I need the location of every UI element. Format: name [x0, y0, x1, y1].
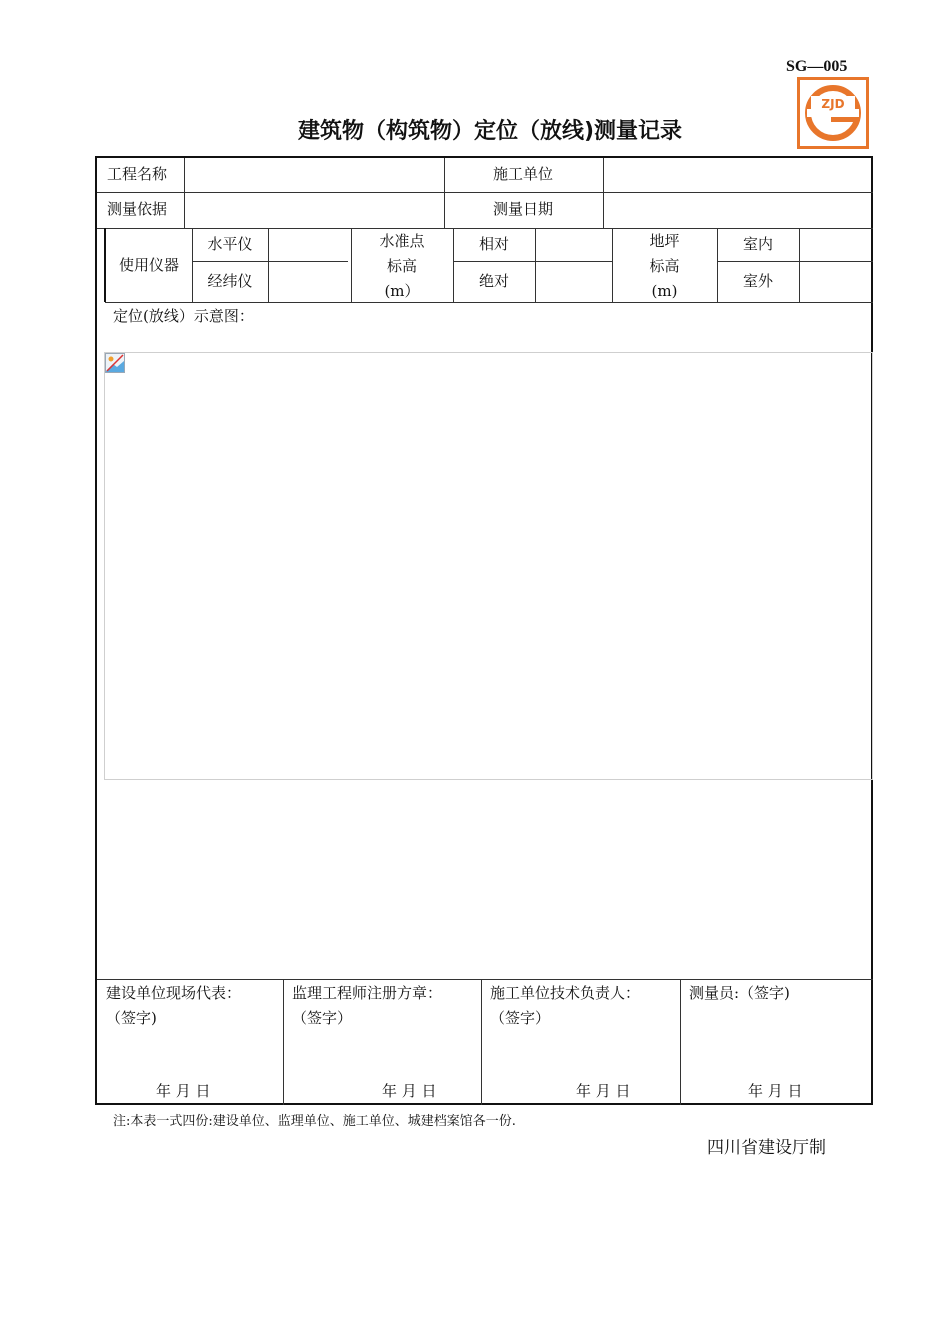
outdoor-label: 室外 — [742, 272, 773, 290]
supervisor-sign: （签字） — [292, 1009, 353, 1027]
theodolite-value-field[interactable] — [270, 262, 350, 300]
level-label: 水平仪 — [207, 235, 253, 253]
level-value-field[interactable] — [270, 230, 350, 260]
surveyor-label: 测量员:（签字) — [689, 984, 790, 1002]
contractor-tech-label: 施工单位技术负责人： — [490, 984, 641, 1002]
owner-rep-label: 建设单位现场代表： — [106, 984, 242, 1002]
survey-date-label: 测量日期 — [492, 200, 553, 218]
owner-rep-date: 年 月 日 — [156, 1082, 211, 1100]
indoor-label: 室内 — [742, 235, 773, 253]
absolute-label: 绝对 — [478, 272, 509, 290]
diagram-label: 定位(放线）示意图： — [113, 307, 254, 325]
theodolite-label: 经纬仪 — [207, 272, 253, 290]
outdoor-value-field[interactable] — [800, 262, 868, 300]
indoor-value-field[interactable] — [800, 230, 868, 260]
survey-basis-label: 测量依据 — [107, 200, 168, 218]
floor-elevation-line2: 标高 — [649, 257, 680, 275]
diagram-image-frame — [104, 352, 873, 780]
floor-elevation-line1: 地坪 — [649, 232, 680, 250]
owner-rep-sign: （签字) — [106, 1009, 157, 1027]
construction-unit-label: 施工单位 — [492, 165, 553, 183]
project-name-label: 工程名称 — [107, 165, 168, 183]
footer-note: 注:本表一式四份:建设单位、监理单位、施工单位、城建档案馆各一份. — [113, 1114, 516, 1129]
relative-label: 相对 — [478, 235, 509, 253]
benchmark-elevation-line2: 标高 — [386, 257, 417, 275]
logo-text: ZJD — [821, 97, 845, 111]
supervisor-label: 监理工程师注册方章： — [292, 984, 443, 1002]
relative-value-field[interactable] — [537, 230, 611, 260]
form-code: SG—005 — [786, 58, 848, 75]
broken-image-icon — [105, 353, 125, 373]
absolute-value-field[interactable] — [537, 262, 611, 300]
instruments-label: 使用仪器 — [118, 256, 179, 274]
floor-elevation-unit: (m) — [651, 282, 678, 300]
benchmark-elevation-unit: (m） — [384, 282, 420, 300]
contractor-tech-date: 年 月 日 — [576, 1082, 631, 1100]
issuer-label: 四川省建设厅制 — [707, 1138, 826, 1158]
page-title: 建筑物（构筑物）定位（放线)测量记录 — [297, 119, 683, 144]
supervisor-date: 年 月 日 — [382, 1082, 437, 1100]
contractor-tech-sign: （签字） — [490, 1009, 551, 1027]
benchmark-elevation-line1: 水准点 — [379, 232, 425, 250]
surveyor-date: 年 月 日 — [748, 1082, 803, 1100]
